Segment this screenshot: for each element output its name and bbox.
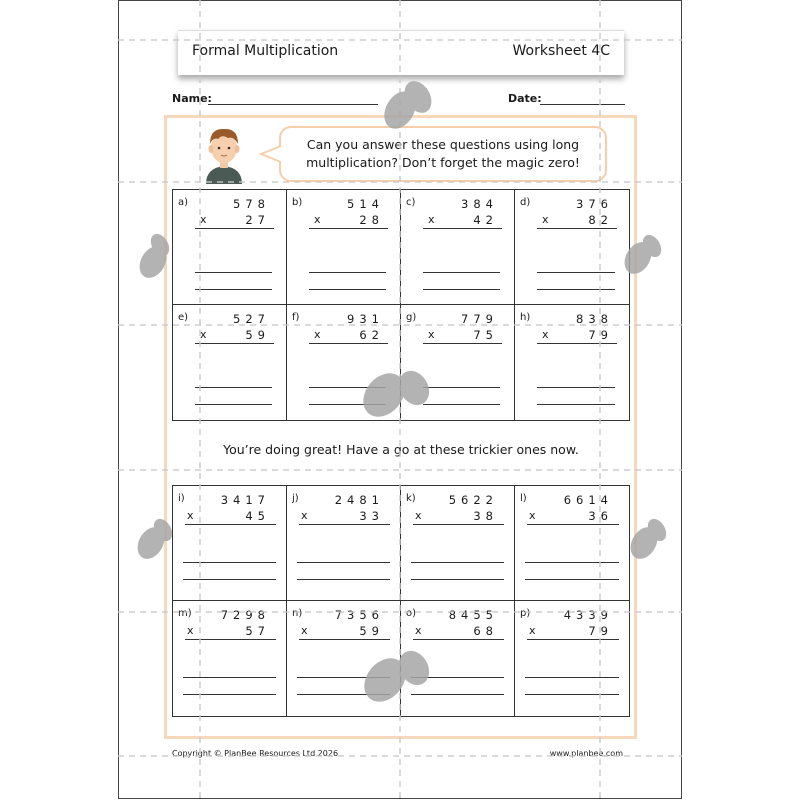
multiplier: 79 <box>588 624 613 638</box>
question-cell <box>173 601 287 716</box>
answer-line[interactable] <box>309 289 386 290</box>
answer-line[interactable] <box>411 677 504 678</box>
question-cell <box>287 601 401 716</box>
multiply-sign: x <box>428 213 435 226</box>
question-cell <box>401 601 515 716</box>
question-cell <box>401 190 515 305</box>
answer-line[interactable] <box>195 272 272 273</box>
multiplication-line <box>413 639 504 640</box>
multiplier: 38 <box>473 509 498 523</box>
multiplication-line <box>537 228 617 229</box>
answer-line[interactable] <box>411 694 504 695</box>
multiply-sign: x <box>314 328 321 341</box>
multiplicand: 7298 <box>220 608 270 622</box>
question-label: i) <box>178 493 185 504</box>
worksheet-number: Worksheet 4C <box>512 43 610 59</box>
multiplicand: 376 <box>576 197 613 211</box>
multiply-sign: x <box>301 509 308 522</box>
multiplicand: 5622 <box>448 493 498 507</box>
speech-bubble-tail <box>259 144 283 164</box>
multiply-sign: x <box>542 328 549 341</box>
answer-line[interactable] <box>537 404 615 405</box>
date-line <box>540 104 625 105</box>
answer-line[interactable] <box>525 562 619 563</box>
multiplicand: 384 <box>461 197 498 211</box>
answer-line[interactable] <box>297 579 390 580</box>
question-cell <box>515 486 629 601</box>
multiplier: 42 <box>473 213 498 227</box>
multiplicand: 779 <box>461 312 498 326</box>
answer-line[interactable] <box>309 272 386 273</box>
answer-line[interactable] <box>423 387 500 388</box>
question-cell <box>515 190 629 305</box>
multiplicand: 3417 <box>220 493 270 507</box>
question-label: a) <box>178 197 189 208</box>
multiplier: 45 <box>245 509 270 523</box>
question-label: b) <box>292 197 303 208</box>
question-label: j) <box>292 493 299 504</box>
questions-grid-basic <box>172 189 630 421</box>
multiply-sign: x <box>529 624 536 637</box>
multiplication-line <box>423 343 502 344</box>
multiply-sign: x <box>200 213 207 226</box>
copyright-text: Copyright © PlanBee Resources Ltd 2026 <box>172 749 339 758</box>
multiply-sign: x <box>415 624 422 637</box>
answer-line[interactable] <box>195 387 272 388</box>
multiplier: 59 <box>245 328 270 342</box>
question-label: l) <box>520 493 527 504</box>
multiplier: 62 <box>359 328 384 342</box>
question-cell <box>401 486 515 601</box>
answer-line[interactable] <box>183 677 276 678</box>
answer-line[interactable] <box>537 387 615 388</box>
multiplicand: 6614 <box>563 493 613 507</box>
multiply-sign: x <box>529 509 536 522</box>
answer-line[interactable] <box>309 387 386 388</box>
name-label: Name: <box>172 92 212 105</box>
question-label: d) <box>520 197 531 208</box>
question-cell <box>287 486 401 601</box>
answer-line[interactable] <box>423 289 500 290</box>
answer-line[interactable] <box>423 404 500 405</box>
multiplicand: 527 <box>233 312 270 326</box>
answer-line[interactable] <box>297 677 390 678</box>
answer-line[interactable] <box>195 404 272 405</box>
answer-line[interactable] <box>183 562 276 563</box>
multiplication-line <box>309 343 388 344</box>
multiplication-line <box>185 639 276 640</box>
multiply-sign: x <box>428 328 435 341</box>
answer-line[interactable] <box>183 694 276 695</box>
multiply-sign: x <box>187 624 194 637</box>
question-cell <box>287 190 401 305</box>
instruction-text: Can you answer these questions using long multiplication? Don’t forget the magic zero! <box>306 137 580 170</box>
multiplier: 75 <box>473 328 498 342</box>
question-label: g) <box>406 312 417 323</box>
multiplication-line <box>299 639 390 640</box>
multiplication-line <box>527 524 619 525</box>
question-label: c) <box>406 197 416 208</box>
answer-line[interactable] <box>537 272 615 273</box>
answer-line[interactable] <box>297 562 390 563</box>
answer-line[interactable] <box>525 694 619 695</box>
multiplication-line <box>299 524 390 525</box>
multiplicand: 8455 <box>448 608 498 622</box>
question-label: n) <box>292 608 303 619</box>
multiply-sign: x <box>542 213 549 226</box>
multiplicand: 514 <box>347 197 384 211</box>
answer-line[interactable] <box>195 289 272 290</box>
questions-grid-trickier <box>172 485 630 717</box>
multiplier: 33 <box>359 509 384 523</box>
multiplicand: 838 <box>576 312 613 326</box>
multiplicand: 7356 <box>334 608 384 622</box>
multiplier: 82 <box>588 213 613 227</box>
answer-line[interactable] <box>411 579 504 580</box>
multiplier: 57 <box>245 624 270 638</box>
question-cell <box>515 601 629 716</box>
name-line <box>208 104 378 105</box>
answer-line[interactable] <box>525 579 619 580</box>
question-label: h) <box>520 312 531 323</box>
multiplication-line <box>309 228 388 229</box>
question-cell <box>173 305 287 420</box>
encouragement-text: You’re doing great! Have a go at these trickier ones now. <box>223 442 579 457</box>
multiplier: 79 <box>588 328 613 342</box>
website-text: www.planbee.com <box>549 749 623 758</box>
multiplication-line <box>423 228 502 229</box>
boy-avatar-icon <box>200 122 248 184</box>
multiplier: 68 <box>473 624 498 638</box>
multiplier: 36 <box>588 509 613 523</box>
question-cell <box>173 486 287 601</box>
multiplication-line <box>195 228 274 229</box>
worksheet-title: Formal Multiplication <box>192 43 339 59</box>
multiplicand: 2481 <box>334 493 384 507</box>
multiplier: 28 <box>359 213 384 227</box>
answer-line[interactable] <box>297 694 390 695</box>
answer-line[interactable] <box>411 562 504 563</box>
multiply-sign: x <box>301 624 308 637</box>
multiplier: 59 <box>359 624 384 638</box>
multiplication-line <box>185 524 276 525</box>
question-label: p) <box>520 608 531 619</box>
multiply-sign: x <box>187 509 194 522</box>
question-label: f) <box>292 312 300 323</box>
question-cell <box>173 190 287 305</box>
question-label: e) <box>178 312 189 323</box>
question-label: k) <box>406 493 416 504</box>
answer-line[interactable] <box>183 579 276 580</box>
multiplication-line <box>413 524 504 525</box>
answer-line[interactable] <box>525 677 619 678</box>
date-label: Date: <box>508 92 542 105</box>
multiplicand: 578 <box>233 197 270 211</box>
worksheet-header <box>178 30 624 75</box>
question-cell <box>287 305 401 420</box>
answer-line[interactable] <box>423 272 500 273</box>
multiplication-line <box>527 639 619 640</box>
question-label: o) <box>406 608 417 619</box>
question-label: m) <box>178 608 192 619</box>
multiplication-line <box>537 343 617 344</box>
answer-line[interactable] <box>309 404 386 405</box>
speech-bubble <box>279 126 607 182</box>
question-cell <box>401 305 515 420</box>
multiplicand: 4339 <box>563 608 613 622</box>
multiply-sign: x <box>314 213 321 226</box>
multiply-sign: x <box>200 328 207 341</box>
answer-line[interactable] <box>537 289 615 290</box>
multiplier: 27 <box>245 213 270 227</box>
question-cell <box>515 305 629 420</box>
multiply-sign: x <box>415 509 422 522</box>
multiplicand: 931 <box>347 312 384 326</box>
multiplication-line <box>195 343 274 344</box>
